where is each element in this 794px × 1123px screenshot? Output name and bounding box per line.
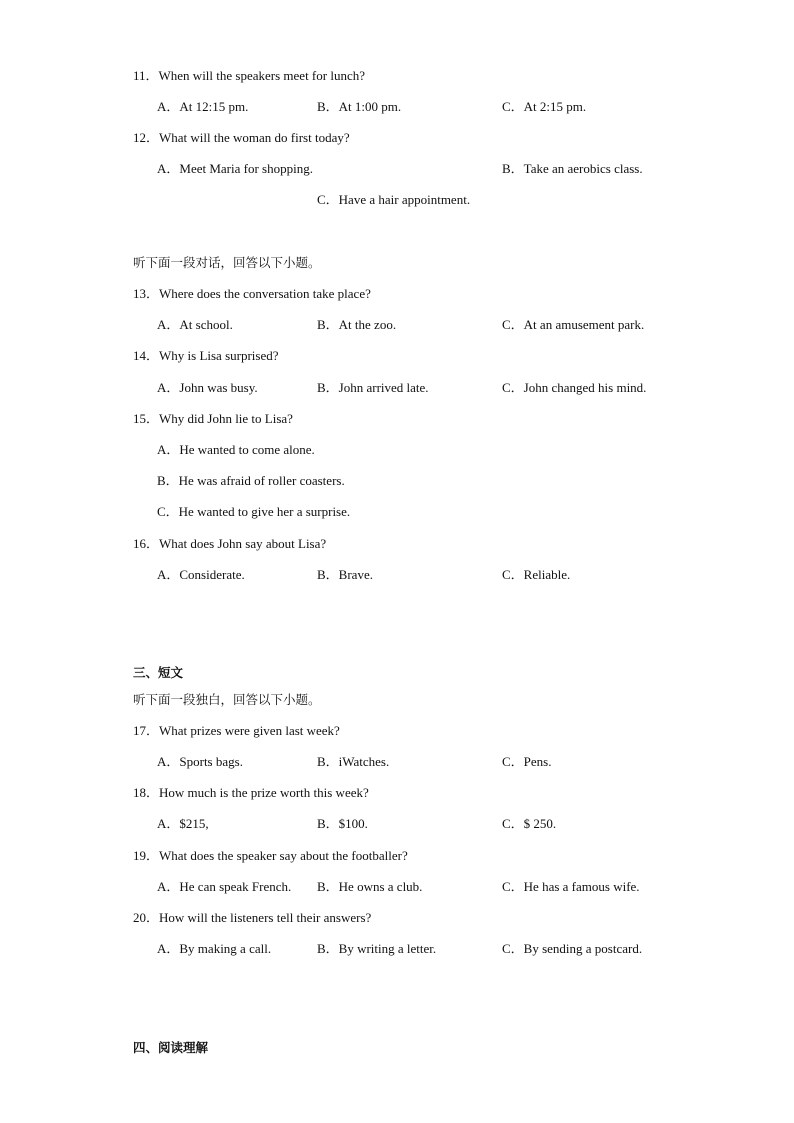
q20-option-a: A．By making a call. (157, 941, 272, 956)
dialogue-instruction: 听下面一段对话，回答以下小题。 (133, 255, 321, 270)
q12-option-c: C．Have a hair appointment. (317, 192, 471, 207)
q19-option-c: C．He has a famous wife. (502, 879, 640, 894)
q11-option-c: C．At 2:15 pm. (502, 99, 587, 114)
q16-option-c: C．Reliable. (502, 567, 571, 582)
q14-option-c: C．John changed his mind. (502, 380, 647, 395)
question-11: 11．When will the speakers meet for lunch? (133, 68, 365, 83)
q17-option-b: B．iWatches. (317, 754, 390, 769)
q19-option-b: B．He owns a club. (317, 879, 423, 894)
question-20: 20．How will the listeners tell their answers? (133, 910, 372, 925)
q12-option-b: B．Take an aerobics class. (502, 161, 643, 176)
question-17: 17．What prizes were given last week? (133, 723, 340, 738)
question-14: 14．Why is Lisa surprised? (133, 348, 279, 363)
q13-option-a: A．At school. (157, 317, 233, 332)
q19-option-a: A．He can speak French. (157, 879, 292, 894)
q14-option-a: A．John was busy. (157, 380, 258, 395)
q18-option-b: B．$100. (317, 816, 368, 831)
question-19: 19．What does the speaker say about the footballer? (133, 848, 408, 863)
q15-option-a: A．He wanted to come alone. (157, 442, 315, 457)
q15-option-c: C．He wanted to give her a surprise. (157, 504, 351, 519)
monologue-instruction: 听下面一段独白，回答以下小题。 (133, 692, 321, 707)
q13-option-c: C．At an amusement park. (502, 317, 645, 332)
q17-option-c: C．Pens. (502, 754, 552, 769)
question-18: 18．How much is the prize worth this week? (133, 785, 369, 800)
q11-option-a: A．At 12:15 pm. (157, 99, 249, 114)
q18-option-c: C．$ 250. (502, 816, 557, 831)
q16-option-a: A．Considerate. (157, 567, 245, 582)
q14-option-b: B．John arrived late. (317, 380, 429, 395)
q15-option-b: B．He was afraid of roller coasters. (157, 473, 345, 488)
q16-option-b: B．Brave. (317, 567, 373, 582)
question-12: 12．What will the woman do first today? (133, 130, 350, 145)
question-16: 16．What does John say about Lisa? (133, 536, 327, 551)
q18-option-a: A．$215, (157, 816, 209, 831)
q17-option-a: A．Sports bags. (157, 754, 243, 769)
section-4-title: 四、阅读理解 (133, 1040, 209, 1055)
q20-option-c: C．By sending a postcard. (502, 941, 643, 956)
question-15: 15．Why did John lie to Lisa? (133, 411, 293, 426)
q12-option-a: A．Meet Maria for shopping. (157, 161, 313, 176)
q20-option-b: B．By writing a letter. (317, 941, 437, 956)
section-3-title: 三、短文 (133, 665, 184, 680)
question-13: 13．Where does the conversation take place? (133, 286, 371, 301)
q13-option-b: B．At the zoo. (317, 317, 397, 332)
q11-option-b: B．At 1:00 pm. (317, 99, 402, 114)
